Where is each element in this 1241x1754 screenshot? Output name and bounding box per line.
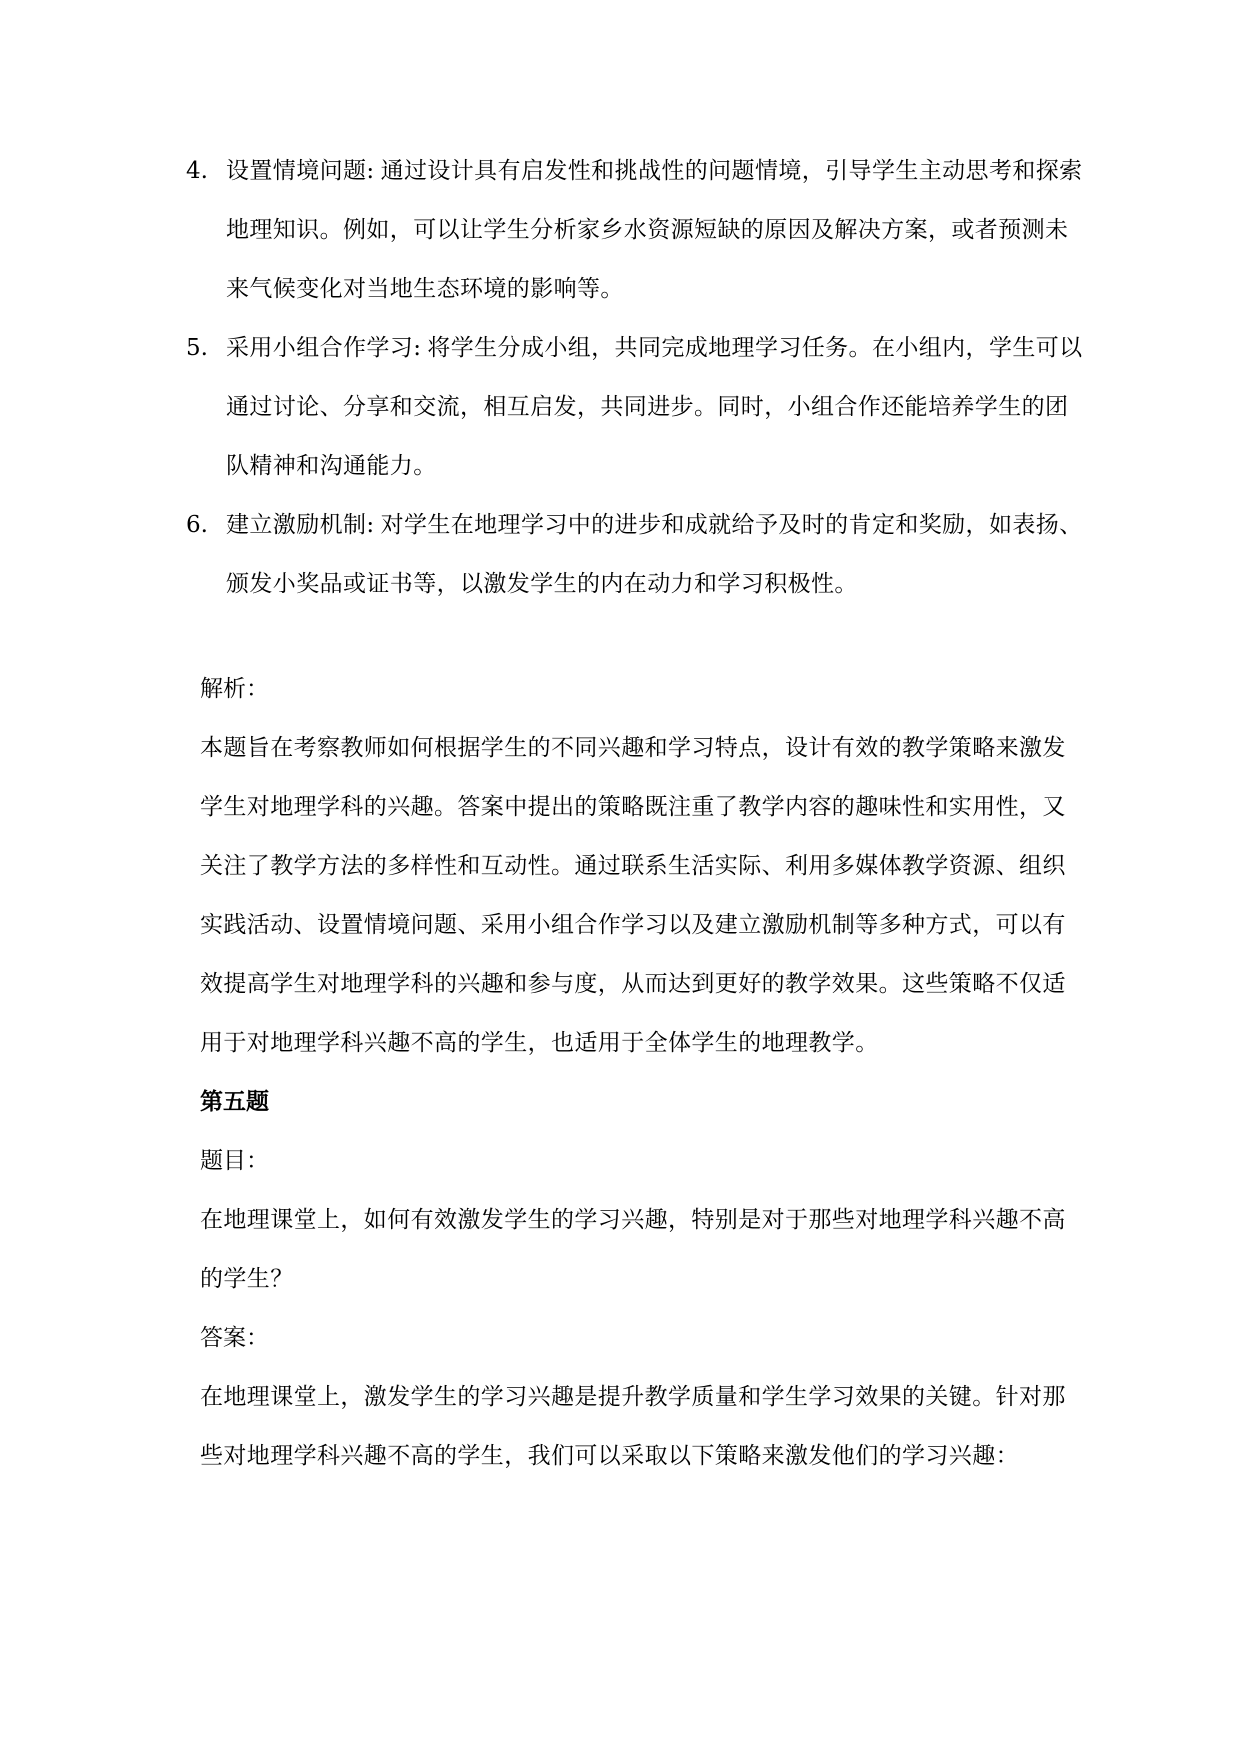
answer-label: 答案： (200, 1325, 269, 1351)
question-paragraph: 在地理课堂上，如何有效激发学生的学习兴趣，特别是对于那些对地理学科兴趣不高的学生？ (200, 1207, 1066, 1292)
section-title: 第五题 (200, 1089, 269, 1115)
list-item-title: 采用小组合作学习: (226, 335, 422, 361)
analysis-label: 解析： (200, 676, 269, 702)
list-item-content (226, 142, 1086, 319)
list-item-text: 通过设计具有启发性和挑战性的问题情境，引导学生主动思考和探索地理知识。例如，可以让学生分析家乡水资源短缺的原因及解决方案，或者预测未来气候变化对当地生态环境的影响等。 (226, 158, 1083, 302)
list-item-number: 6. (186, 512, 208, 538)
list-item (186, 496, 1086, 614)
list-item (186, 319, 1086, 496)
body-text (200, 660, 1086, 1486)
list-item-number: 4. (186, 158, 208, 184)
list-item-text: 将学生分成小组，共同完成地理学习任务。在小组内，学生可以通过讨论、分享和交流，相互启发，共同进步。同时，小组合作还能培养学生的团队精神和沟通能力。 (226, 335, 1083, 479)
list-item-title: 建立激励机制: (226, 512, 375, 538)
list-item-content (226, 319, 1086, 496)
list-item-number: 5. (186, 335, 208, 361)
analysis-paragraph: 本题旨在考察教师如何根据学生的不同兴趣和学习特点，设计有效的教学策略来激发学生对地理学科的兴趣。答案中提出的策略既注重了教学内容的趣味性和实用性，又关注了教学方法的多样性和互动性。通过联系生活实际、利用多媒体教学资源、组织实践活动、设置情境问题、采用小组合作学习以及建立激励机制等多种方式，可以有效提高学生对地理学科的兴趣和参与度，从而达到更好的教学效果。这些策略不仅适用于对地理学科兴趣不高的学生，也适用于全体学生的地理教学。 (200, 735, 1066, 1056)
list-item-content (226, 496, 1086, 614)
list-item (186, 142, 1086, 319)
strategy-list (186, 142, 1086, 614)
answer-paragraph: 在地理课堂上，激发学生的学习兴趣是提升教学质量和学生学习效果的关键。针对那些对地理学科兴趣不高的学生，我们可以采取以下策略来激发他们的学习兴趣： (200, 1384, 1066, 1469)
list-item-title: 设置情境问题: (226, 158, 375, 184)
question-label: 题目： (200, 1148, 269, 1174)
list-item-text: 对学生在地理学习中的进步和成就给予及时的肯定和奖励，如表扬、颁发小奖品或证书等，以激发学生的内在动力和学习积极性。 (226, 512, 1083, 597)
